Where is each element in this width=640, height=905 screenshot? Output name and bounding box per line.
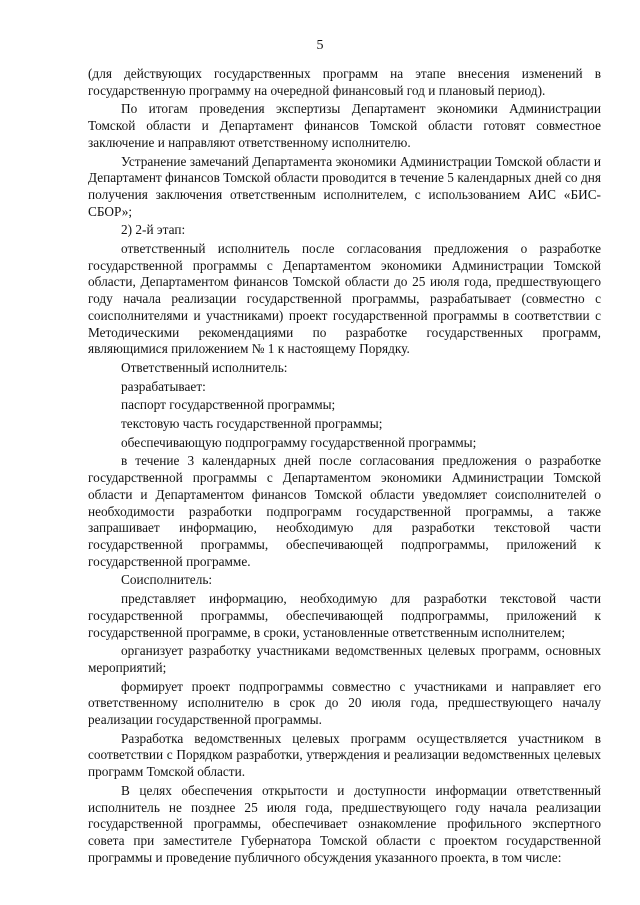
page-number: 5 xyxy=(316,38,324,53)
paragraph: Соисполнитель: xyxy=(121,572,213,588)
paragraph: Устранение замечаний Департамента экономики Администрации Томской области и Департамент финансов Томской области проводится в течение 5 календарных дней со дня получения заключения ответственным исполнителем, с использованием АИС «БИС-СБОР»; xyxy=(88,153,601,219)
paragraph: Разработка ведомственных целевых программ осуществляется участником в соответствии с Порядком разработки, утверждения и реализации ведомственных целевых программ Томской области. xyxy=(88,730,601,780)
paragraph: разрабатывает: xyxy=(121,378,206,394)
document-body xyxy=(88,66,601,866)
paragraph: Ответственный исполнитель: xyxy=(121,359,288,375)
paragraph: в течение 3 календарных дней после согласования предложения о разработке государственной программы с Департаментом экономики Администрации Томской области и Департаментом финансов Томской области уведомляет соисполнителей о необходимости разработки подпрограмм государственной программы, а также запрашивает информацию, необходимую для разработки текстовой части государственной программы, обеспечивающей подпрограммы, приложений к государственной программе. xyxy=(88,453,601,569)
paragraph: 2) 2-й этап: xyxy=(121,222,186,238)
paragraph: организует разработку участниками ведомственных целевых программ, основных мероприятий; xyxy=(88,643,601,675)
paragraph: (для действующих государственных программ на этапе внесения изменений в государственную программу на очередной финансовый год и плановый период). xyxy=(88,66,601,98)
paragraph: В целях обеспечения открытости и доступности информации ответственный исполнитель не позднее 25 июля года, предшествующего году начала реализации государственной программы, обеспечивает ознакомление профильного экспертного совета при заместителе Губернатора Томской области с проектом государственной программы и проведение публичного обсуждения указанного проекта, в том числе: xyxy=(88,782,601,865)
paragraph: текстовую часть государственной программы; xyxy=(121,416,383,432)
paragraph: ответственный исполнитель после согласования предложения о разработке государственной программы с Департаментом экономики Администрации Томской области, Департаментом финансов Томской области до 25 июля года, предшествующего году начала реализации государственной программы, разрабатывает (совместно с соисполнителями и участниками) проект государственной программы в соответствии с Методическими рекомендациями по разработке государственных программ, являющимися приложением № 1 к настоящему Порядку. xyxy=(88,241,601,357)
paragraph: паспорт государственной программы; xyxy=(121,397,336,413)
paragraph: По итогам проведения экспертизы Департамент экономики Администрации Томской области и Департамент финансов Томской области готовят совместное заключение и направляют ответственному исполнителю. xyxy=(88,101,601,150)
paragraph: формирует проект подпрограммы совместно с участниками и направляет его ответственному исполнителю в срок до 20 июля года, предшествующего началу реализации государственной программы. xyxy=(88,678,601,728)
paragraph: представляет информацию, необходимую для разработки текстовой части государственной программы, обеспечивающей подпрограммы, приложений к государственной программе, в сроки, установленные ответственным исполнителем; xyxy=(88,591,601,640)
paragraph: обеспечивающую подпрограмму государственной программы; xyxy=(121,434,477,450)
